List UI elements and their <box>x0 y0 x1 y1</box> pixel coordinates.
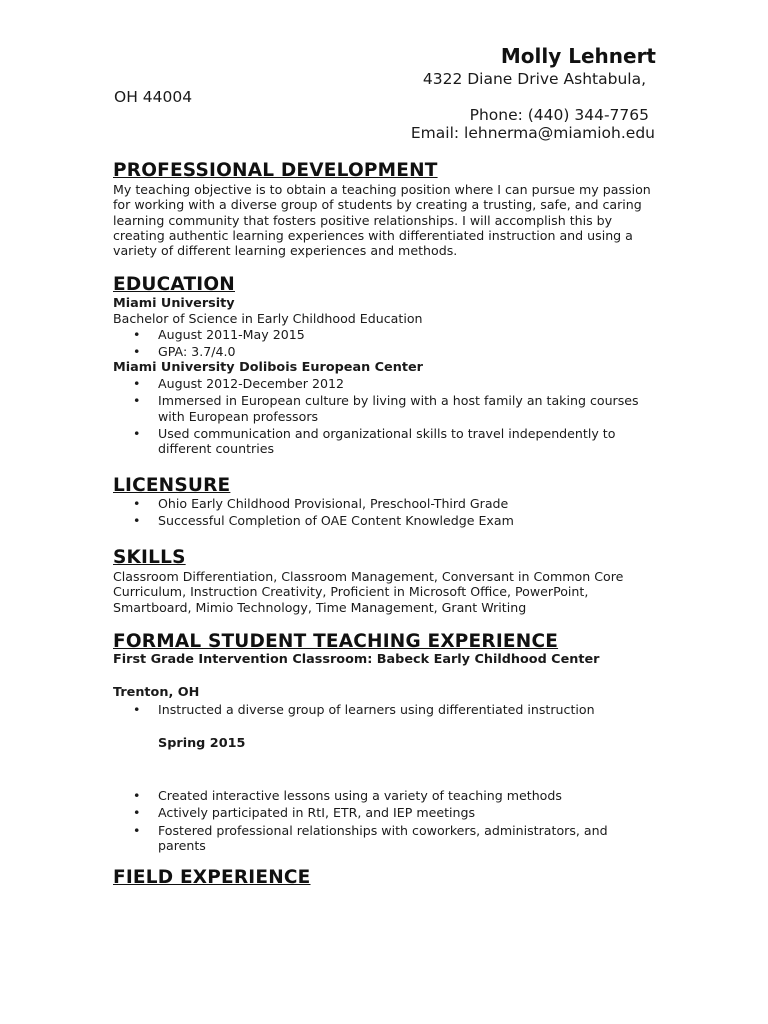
position-location: Trenton, OH <box>113 685 200 700</box>
address-line-2: OH 44004 <box>114 88 193 106</box>
objective-line: creating authentic learning experiences with differentiated instruction and using a <box>113 227 633 243</box>
bullet-icon: • <box>133 513 141 529</box>
skills-line: Classroom Differentiation, Classroom Management, Conversant in Common Core <box>113 569 624 584</box>
list-item: • August 2012-December 2012 <box>133 376 345 391</box>
address-line-1: 4322 Diane Drive Ashtabula, <box>422 70 646 88</box>
field-experience-heading: FIELD EXPERIENCE <box>113 867 311 888</box>
applicant-name: Molly Lehnert <box>500 44 656 68</box>
list-item: • Successful Completion of OAE Content Knowledge Exam <box>133 513 514 529</box>
bullet-icon: • <box>133 496 141 511</box>
education-heading: EDUCATION <box>113 274 235 295</box>
bullet-icon: • <box>133 805 141 821</box>
bullet-icon: • <box>133 344 141 360</box>
student-teaching-bullets-2 <box>113 788 653 855</box>
student-teaching-heading: FORMAL STUDENT TEACHING EXPERIENCE <box>113 631 559 652</box>
skills-line: Curriculum, Instruction Creativity, Proficient in Microsoft Office, PowerPoint, <box>113 584 589 600</box>
degree-name: Bachelor of Science in Early Childhood Education <box>113 311 423 326</box>
licensure-heading: LICENSURE <box>113 475 231 496</box>
objective-line: My teaching objective is to obtain a teaching position where I can pursue my passion <box>113 182 651 197</box>
list-item: • Ohio Early Childhood Provisional, Preschool-Third Grade <box>133 496 509 511</box>
list-item: • Instructed a diverse group of learners using differentiated instruction <box>133 702 595 717</box>
bullet-icon: • <box>133 376 141 391</box>
school-name: Miami University Dolibois European Center <box>113 360 423 375</box>
student-teaching-bullets-1 <box>113 702 653 719</box>
bullet-icon: • <box>133 425 141 441</box>
phone-number: Phone: (440) 344-7765 <box>469 106 649 124</box>
list-item: • Used communication and organizational skills to travel independently to different countries <box>133 425 616 457</box>
list-item: • GPA: 3.7/4.0 <box>133 344 236 360</box>
position-title: First Grade Intervention Classroom: Babeck Early Childhood Center <box>113 652 600 667</box>
skills-heading: SKILLS <box>113 547 186 568</box>
skills-line: Smartboard, Mimio Technology, Time Management, Grant Writing <box>113 599 527 615</box>
skills-paragraph <box>113 569 653 615</box>
email-address: Email: lehnerma@miamioh.edu <box>410 124 655 142</box>
objective-line: variety of different learning experiences and methods. <box>113 243 458 259</box>
bullet-icon: • <box>133 393 141 409</box>
objective-line: for working with a diverse group of students by creating a trusting, safe, and caring <box>113 197 642 213</box>
bullet-icon: • <box>133 788 141 803</box>
professional-development-heading: PROFESSIONAL DEVELOPMENT <box>113 160 438 181</box>
objective-line: learning community that fosters positive relationships. I will accomplish this by <box>113 212 613 228</box>
bullet-icon: • <box>133 822 141 838</box>
objective-paragraph <box>113 182 653 258</box>
list-item: • Actively participated in RtI, ETR, and IEP meetings <box>133 805 476 821</box>
list-item: • Immersed in European culture by living with a host family an taking courses with European professors <box>133 393 639 424</box>
school-name: Miami University <box>113 296 235 311</box>
list-item: • August 2011-May 2015 <box>133 327 305 342</box>
education-bullets-2 <box>113 376 653 458</box>
bullet-icon: • <box>133 702 141 717</box>
position-term: Spring 2015 <box>158 736 246 751</box>
education-bullets-1 <box>113 327 653 362</box>
bullet-icon: • <box>133 327 141 342</box>
list-item: • Created interactive lessons using a variety of teaching methods <box>133 788 562 803</box>
list-item: • Fostered professional relationships with coworkers, administrators, and parents <box>133 822 608 853</box>
licensure-bullets <box>113 496 653 531</box>
